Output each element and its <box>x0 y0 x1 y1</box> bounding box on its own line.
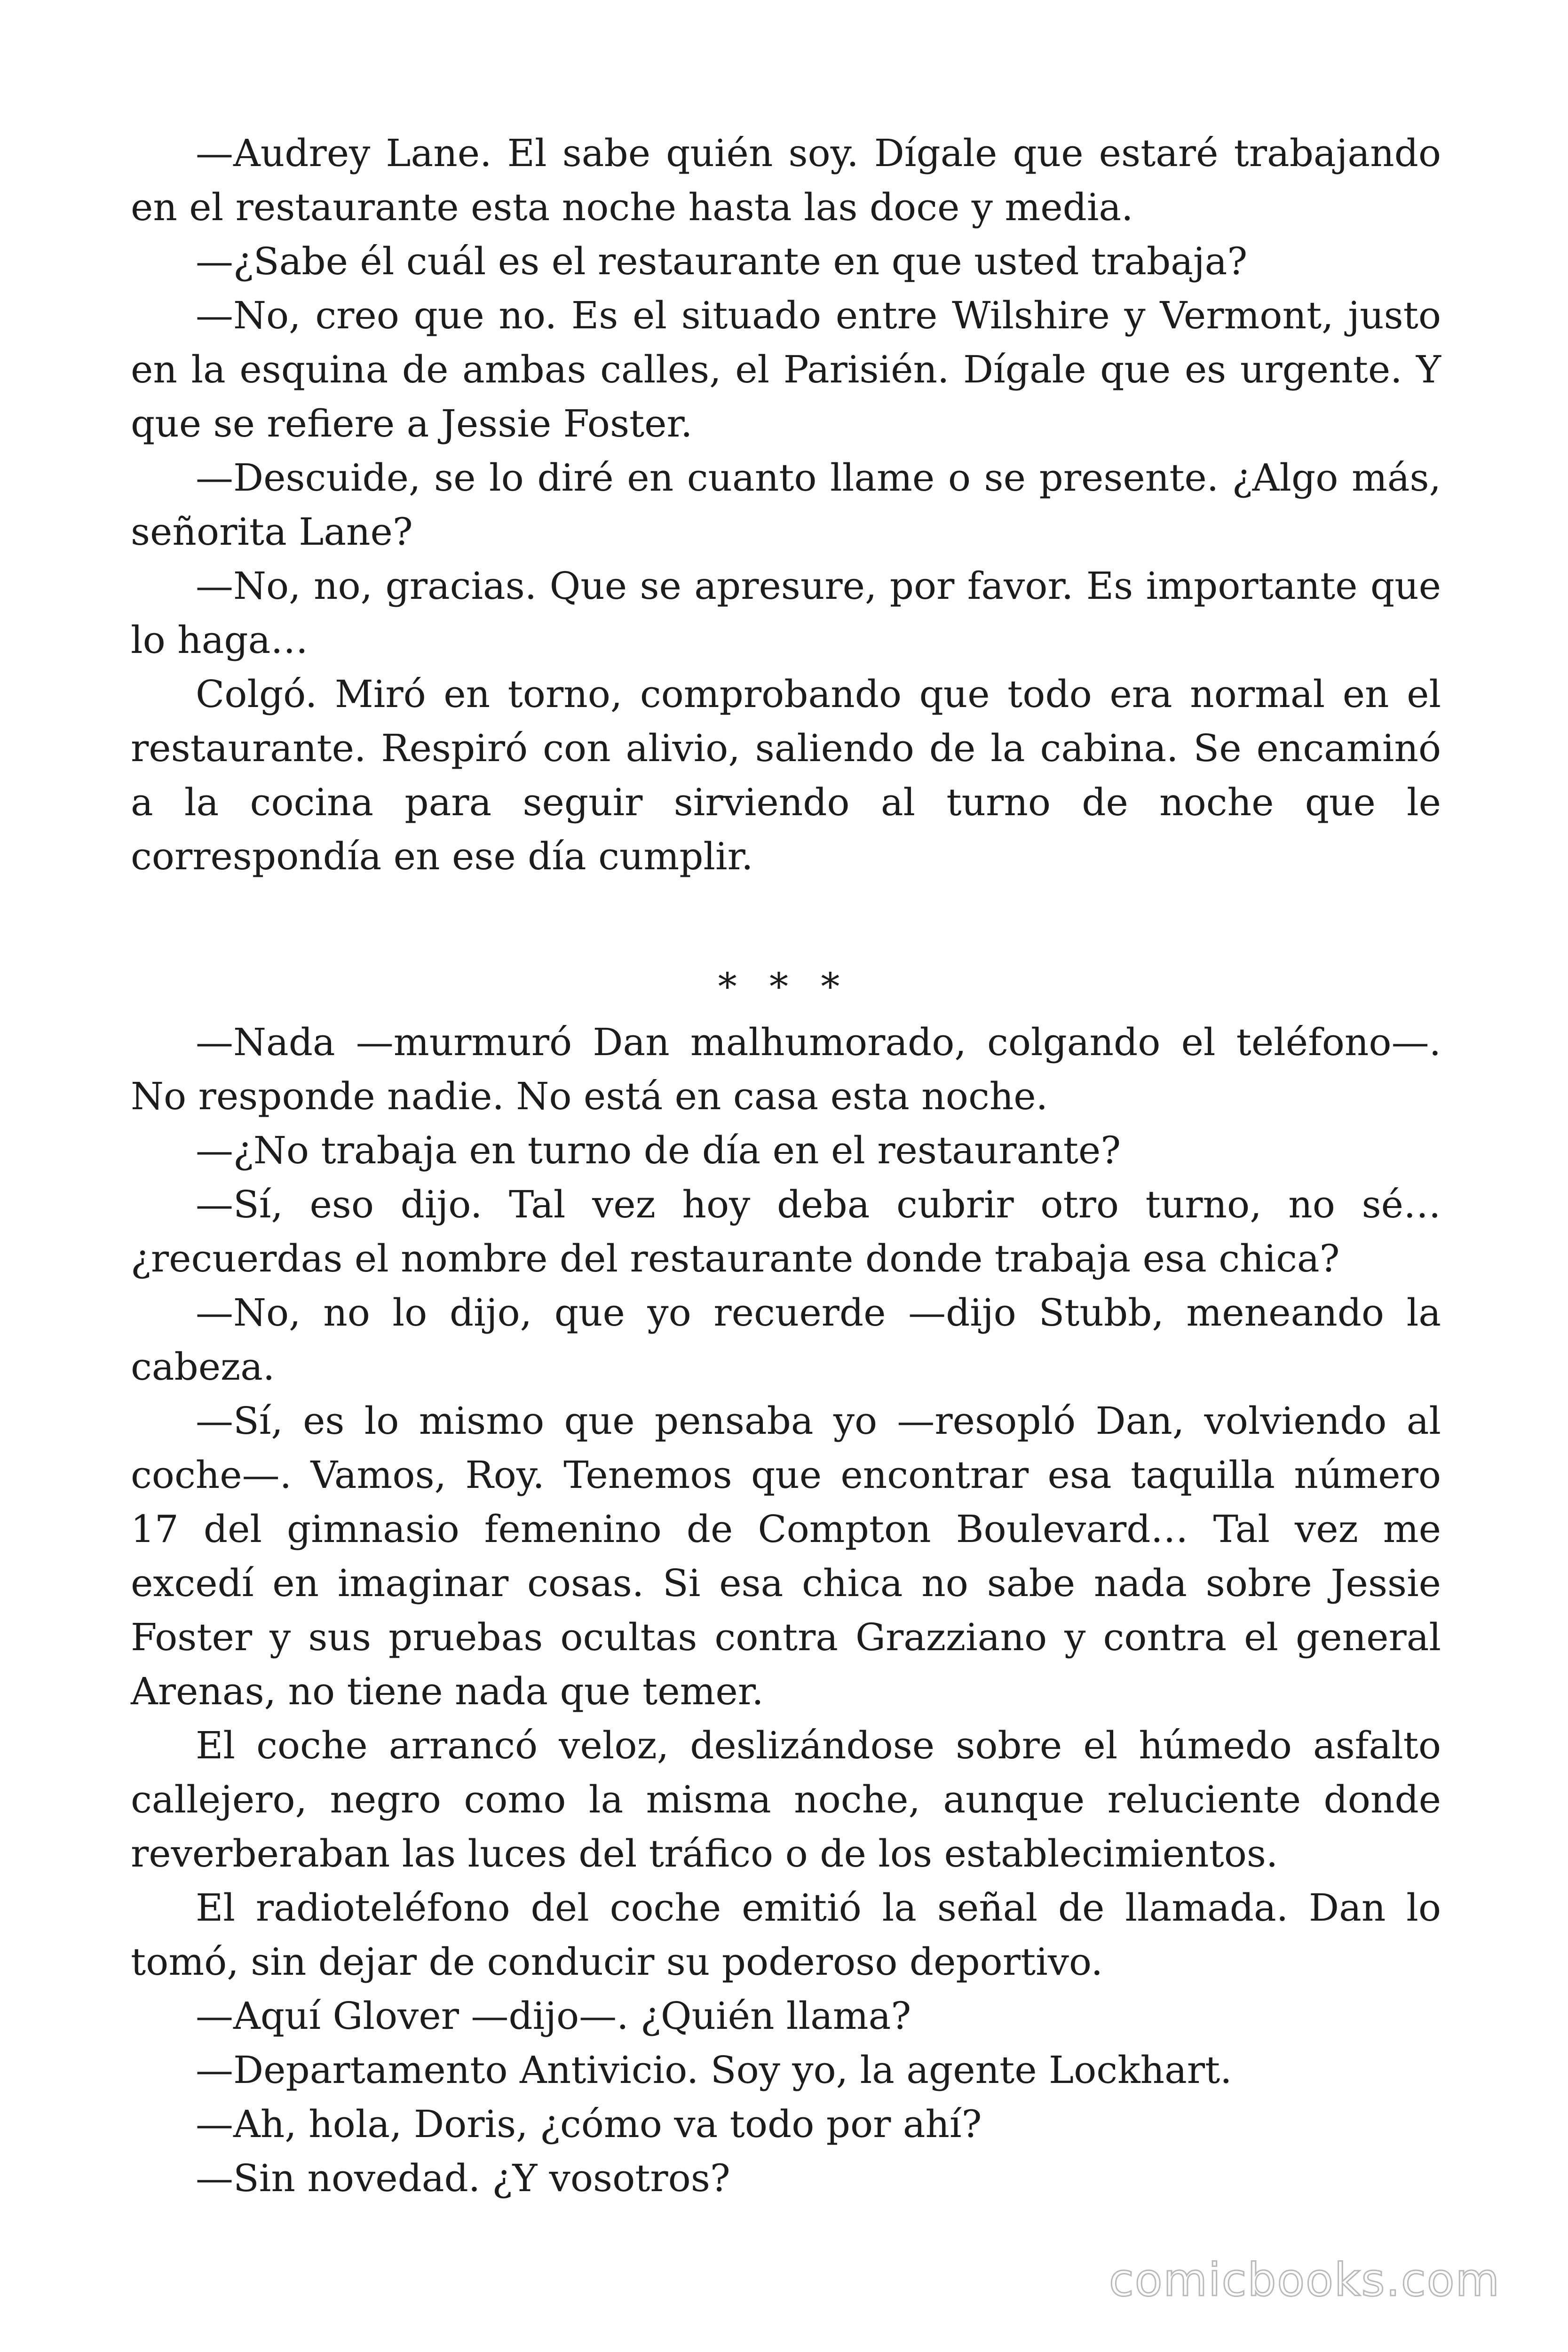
paragraph: —Departamento Antivicio. Soy yo, la agente Lockhart. <box>196 2048 1232 2092</box>
paragraph: —¿Sabe él cuál es el restaurante en que usted trabaja? <box>196 239 1248 283</box>
paragraph: El coche arrancó veloz, deslizándose sobre el húmedo asfalto callejero, negro como la misma noche, aunque reluciente donde reverberaban las luces del tráfico o de los establecimientos. <box>131 1724 1441 1875</box>
scene-break-separator: * * * <box>718 965 850 1009</box>
paragraph: —Descuide, se lo diré en cuanto llame o se presente. ¿Algo más, señorita Lane? <box>131 456 1441 554</box>
paragraph: —Ah, hola, Doris, ¿cómo va todo por ahí? <box>196 2102 982 2146</box>
paragraph: —Sí, eso dijo. Tal vez hoy deba cubrir otro turno, no sé… ¿recuerdas el nombre del restaurante donde trabaja esa chica? <box>131 1183 1441 1280</box>
paragraph: —Aquí Glover —dijo—. ¿Quién llama? <box>196 1994 911 2038</box>
paragraph: —No, no lo dijo, que yo recuerde —dijo Stubb, meneando la cabeza. <box>131 1291 1441 1389</box>
paragraph: —No, no, gracias. Que se apresure, por favor. Es importante que lo haga… <box>131 564 1441 662</box>
paragraph: —Sí, es lo mismo que pensaba yo —resopló Dan, volviendo al coche—. Vamos, Roy. Tenemos que encontrar esa taquilla número 17 del gimnasio femenino de Compton Boulevard… Tal vez me excedí en imaginar cosas. Si esa chica no sabe nada sobre Jessie Foster y sus pruebas ocultas contra Grazziano y contra el general Arenas, no tiene nada que temer. <box>131 1399 1441 1713</box>
paragraph: —Audrey Lane. El sabe quién soy. Dígale que estaré trabajando en el restaurante esta noche hasta las doce y media. <box>131 131 1441 229</box>
paragraph: —Sin novedad. ¿Y vosotros? <box>196 2156 730 2200</box>
paragraph: El radioteléfono del coche emitió la señal de llamada. Dan lo tomó, sin dejar de conducir su poderoso deportivo. <box>131 1886 1441 1984</box>
watermark-logo: comicbooks.com <box>1109 2254 1500 2306</box>
paragraph: Colgó. Miró en torno, comprobando que todo era normal en el restaurante. Respiró con alivio, saliendo de la cabina. Se encaminó a la cocina para seguir sirviendo al turno de noche que le correspondía en ese día cumplir. <box>131 672 1441 878</box>
text-section-2 <box>131 1015 1441 2205</box>
paragraph: —Nada —murmuró Dan malhumorado, colgando el teléfono—. No responde nadie. No está en casa esta noche. <box>131 1020 1441 1118</box>
paragraph: —No, creo que no. Es el situado entre Wilshire y Vermont, justo en la esquina de ambas calles, el Parisién. Dígale que es urgente. Y que se refiere a Jessie Foster. <box>131 294 1441 445</box>
text-section-1 <box>131 126 1441 883</box>
paragraph: —¿No trabaja en turno de día en el restaurante? <box>196 1128 1121 1172</box>
